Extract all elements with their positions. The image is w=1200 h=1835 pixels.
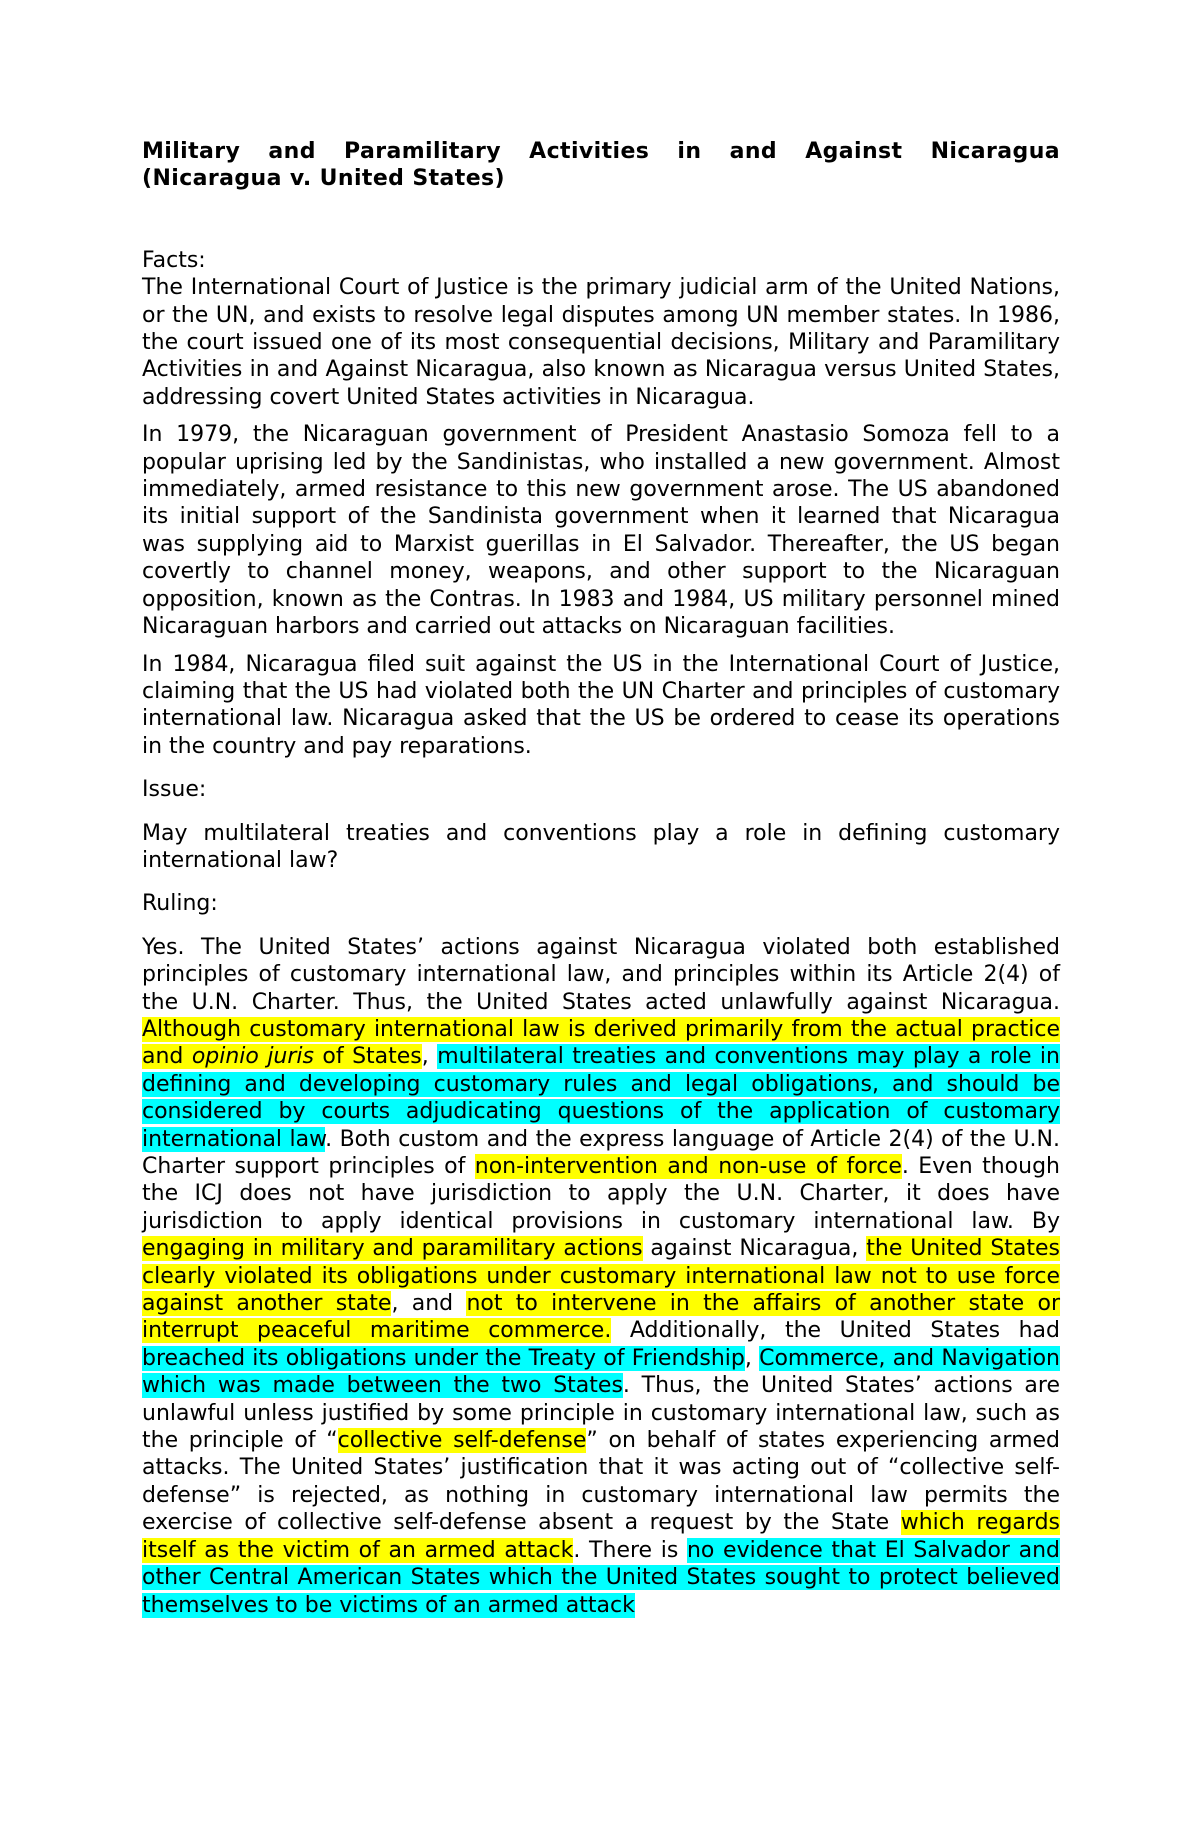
ruling-text: against Nicaragua, (642, 1236, 867, 1262)
ruling-text: , and (391, 1291, 467, 1317)
facts-paragraph-2: In 1979, the Nicaraguan government of President Anastasio Somoza fell to a popular uprising led by the Sandinistas, who installed a new government. Almost immediately, armed resistance to this new government arose. The US abandoned its initial support of the Sandinista government when it learned that Nicaragua was supplying aid to Marxist guerillas in El Salvador. Thereafter, the US began covertly to channel money, weapons, and other support to the Nicaraguan opposition, known as the Contras. In 1983 and 1984, US military personnel mined Nicaraguan harbors and carried out attacks on Nicaraguan facilities. (142, 422, 1060, 640)
ruling-text-italic: opinio juris (191, 1044, 314, 1070)
facts-paragraph-3: In 1984, Nicaragua filed suit against the US in the International Court of Justice, claiming that the US had violated both the UN Charter and principles of customary international law. Nicaragua asked that the US be ordered to cease its operations in the country and pay reparations. (142, 651, 1060, 759)
highlight-yellow: which regards itself as the victim of an armed attack (142, 1510, 1060, 1563)
highlight-yellow: engaging in military and paramilitary actions (142, 1236, 643, 1262)
ruling-text: . There is (573, 1537, 687, 1563)
highlight-cyan: Commerce, and Navigation which was made between the two States (142, 1345, 1060, 1399)
issue-heading: Issue: (142, 777, 207, 803)
highlight-yellow: collective self-defense (337, 1428, 587, 1454)
ruling-text: Although customary international law is derived primarily from the actual practice and (142, 1016, 1060, 1070)
ruling-text: Additionally, the United States had (611, 1318, 1060, 1344)
facts-paragraph-1: The International Court of Justice is the primary judicial arm of the United Nations, or the UN, and exists to resolve legal disputes among UN member states. In 1986, the court issued one of its most consequential decisions, Military and Paramilitary Activities in and Against Nicaragua, also known as Nicaragua versus United States, addressing covert United States activities in Nicaragua. (142, 275, 1060, 410)
issue-text: May multilateral treaties and conventions play a role in defining customary international law? (142, 820, 1060, 873)
ruling-text: ” on behalf of states experiencing armed attacks. The United States’ justification that it was acting out of “collective self-defense” is rejected, as nothing in customary international law permits the exercise of collective self-defense absent a request by the State (142, 1428, 1061, 1536)
facts-heading: Facts: (142, 247, 206, 273)
highlight-cyan: no evidence that El Salvador and other Central American States which the United States sought to protect believed themselves to be victims of an armed attack (142, 1537, 1061, 1618)
ruling-text: . Thus, the United States’ actions are unlawful unless justified by some principle in customary international law, such as the principle of “ (142, 1373, 1060, 1454)
document-title: Military and Paramilitary Activities in and Against Nicaragua (Nicaragua v. United States) (142, 139, 1060, 192)
ruling-text: . Even though the ICJ does not have jurisdiction to apply the U.N. Charter, it does have jurisdiction to apply identical provisions in customary international law. By (142, 1154, 1060, 1234)
ruling-text: of States (314, 1044, 422, 1070)
highlight-yellow: the United States clearly violated its obligations under customary international law not to use force against another state (142, 1236, 1061, 1317)
document-page (142, 138, 1060, 1619)
highlight-cyan: breached its obligations under the Treaty of Friendship (142, 1345, 745, 1371)
highlight-cyan: multilateral treaties and conventions may play a role in defining and developing customary rules and legal obligations, and should be considered by courts adjudicating questions of the application of customary international law (142, 1044, 1060, 1152)
ruling-text: , (421, 1044, 438, 1070)
highlight-yellow: not to intervene in the affairs of another state or interrupt peaceful maritime commerce. (142, 1291, 1060, 1344)
ruling-heading: Ruling: (142, 891, 218, 917)
ruling-paragraph (142, 934, 1060, 1619)
ruling-text: . Both custom and the express language of Article 2(4) of the U.N. Charter support principles of (142, 1126, 1060, 1179)
ruling-text: Yes. The United States’ actions against Nicaragua violated both established principles of customary international law, and principles within its Article 2(4) of the U.N. Charter. Thus, the United States acted unlawfully against Nicaragua. (142, 934, 1060, 1015)
ruling-text: , (744, 1345, 760, 1371)
highlight-yellow: non-intervention and non-use of force (474, 1154, 902, 1179)
